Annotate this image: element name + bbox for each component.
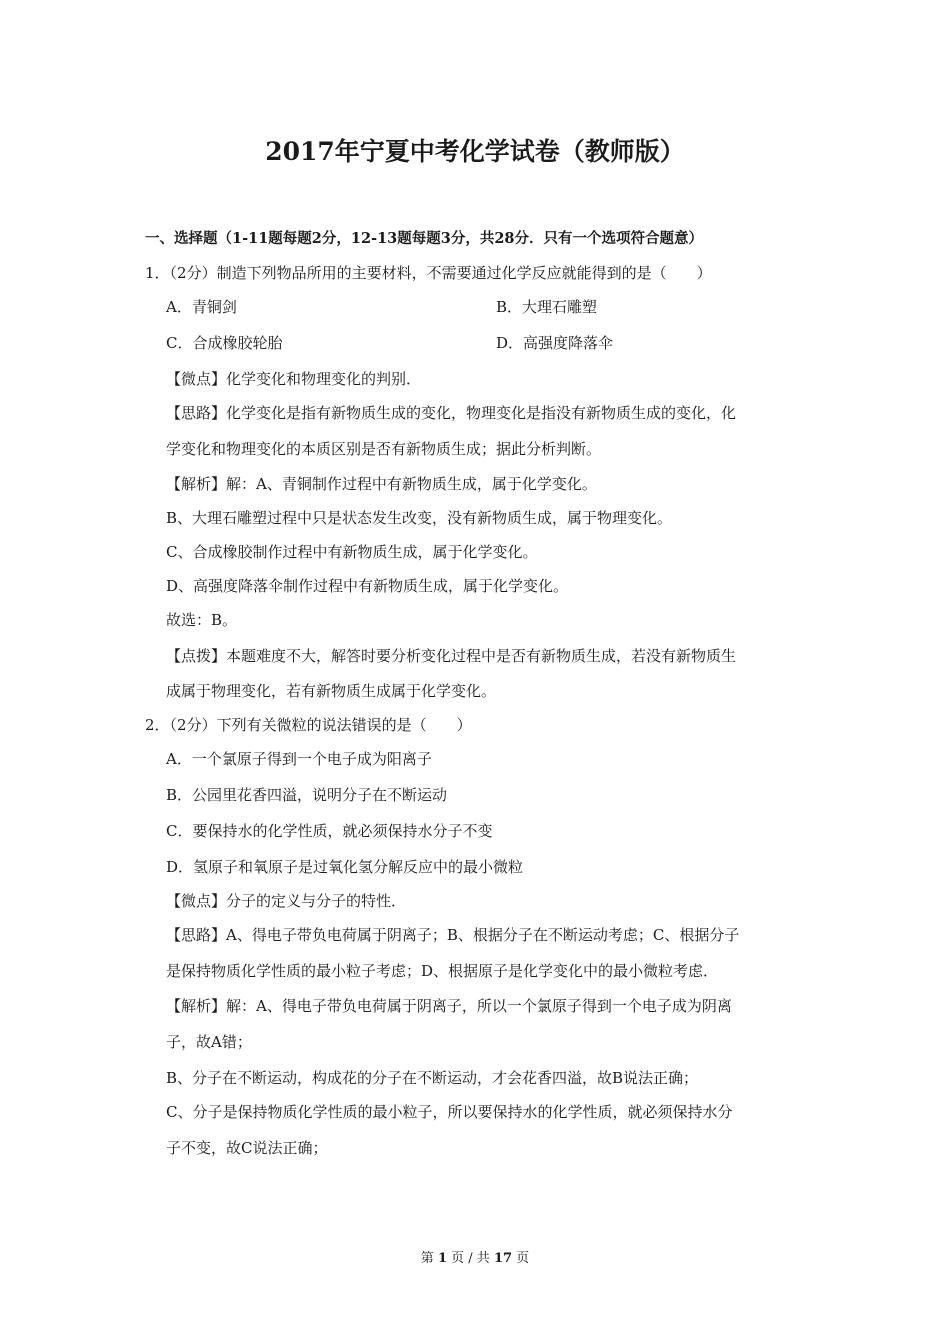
q2-jiexi-line1: 【解析】解：A、得电子带负电荷属于阴离子，所以一个氯原子得到一个电子成为阴离 xyxy=(166,997,732,1015)
q1-option-c: C．合成橡胶轮胎 xyxy=(166,334,283,352)
page-footer xyxy=(0,1247,950,1266)
footer-page-number: 1 xyxy=(437,1251,447,1266)
footer-suffix: 页 xyxy=(516,1251,530,1266)
q1-option-d: D．高强度降落伞 xyxy=(496,334,614,352)
q2-jiexi-b: B、分子在不断运动，构成花的分子在不断运动，才会花香四溢，故B说法正确； xyxy=(166,1069,699,1087)
q2-weidian: 【微点】分子的定义与分子的特性． xyxy=(166,892,407,910)
q1-jiexi-d: D、高强度降落伞制作过程中有新物质生成，属于化学变化。 xyxy=(166,577,569,595)
q2-jiexi-c-line1: C、分子是保持物质化学性质的最小粒子，所以要保持水的化学性质，就必须保持水分 xyxy=(166,1103,733,1121)
q2-option-d: D．氢原子和氧原子是过氧化氢分解反应中的最小微粒 xyxy=(166,858,524,876)
q1-jiexi-c: C、合成橡胶制作过程中有新物质生成，属于化学变化。 xyxy=(166,543,538,561)
footer-middle: 页 / 共 xyxy=(451,1251,490,1266)
q1-jiexi-b: B、大理石雕塑过程中只是状态发生改变，没有新物质生成，属于物理变化。 xyxy=(166,509,673,527)
q2-jiexi-line2: 子，故A错； xyxy=(166,1033,252,1051)
footer-total-pages: 17 xyxy=(493,1251,513,1266)
section-heading: 一、选择题（1-11题每题2分，12-13题每题3分，共28分．只有一个选项符合题意） xyxy=(145,230,704,247)
q1-dianbo-line2: 成属于物理变化，若有新物质生成属于化学变化。 xyxy=(166,682,497,700)
q1-option-a: A．青铜剑 xyxy=(166,298,237,316)
q2-silu-line2: 是保持物质化学性质的最小粒子考虑；D、根据原子是化学变化中的最小微粒考虑． xyxy=(166,962,719,980)
page-title: 2017年宁夏中考化学试卷（教师版） xyxy=(265,137,685,166)
q1-stem: 1．（2分）制造下列物品所用的主要材料，不需要通过化学反应就能得到的是（ ） xyxy=(145,264,712,282)
q1-option-b: B．大理石雕塑 xyxy=(496,298,598,316)
q1-silu-line2: 学变化和物理变化的本质区别是否有新物质生成；据此分析判断。 xyxy=(166,440,602,458)
q1-silu-line1: 【思路】化学变化是指有新物质生成的变化，物理变化是指没有新物质生成的变化，化 xyxy=(166,404,737,422)
q2-option-a: A．一个氯原子得到一个电子成为阳离子 xyxy=(166,750,432,768)
footer-prefix: 第 xyxy=(420,1251,434,1266)
q2-silu-line1: 【思路】A、得电子带负电荷属于阴离子；B、根据分子在不断运动考虑；C、根据分子 xyxy=(166,926,740,944)
q1-answer: 故选：B。 xyxy=(166,611,238,629)
q2-stem: 2．（2分）下列有关微粒的说法错误的是（ ） xyxy=(145,716,472,734)
q2-option-b: B．公园里花香四溢，说明分子在不断运动 xyxy=(166,786,448,804)
q1-jiexi: 【解析】解：A、青铜制作过程中有新物质生成，属于化学变化。 xyxy=(166,475,597,493)
q2-option-c: C．要保持水的化学性质，就必须保持水分子不变 xyxy=(166,822,493,840)
q1-dianbo-line1: 【点拨】本题难度不大，解答时要分析变化过程中是否有新物质生成，若没有新物质生 xyxy=(166,647,737,665)
q2-jiexi-c-line2: 子不变，故C说法正确； xyxy=(166,1139,328,1157)
q1-weidian: 【微点】化学变化和物理变化的判别． xyxy=(166,370,422,388)
